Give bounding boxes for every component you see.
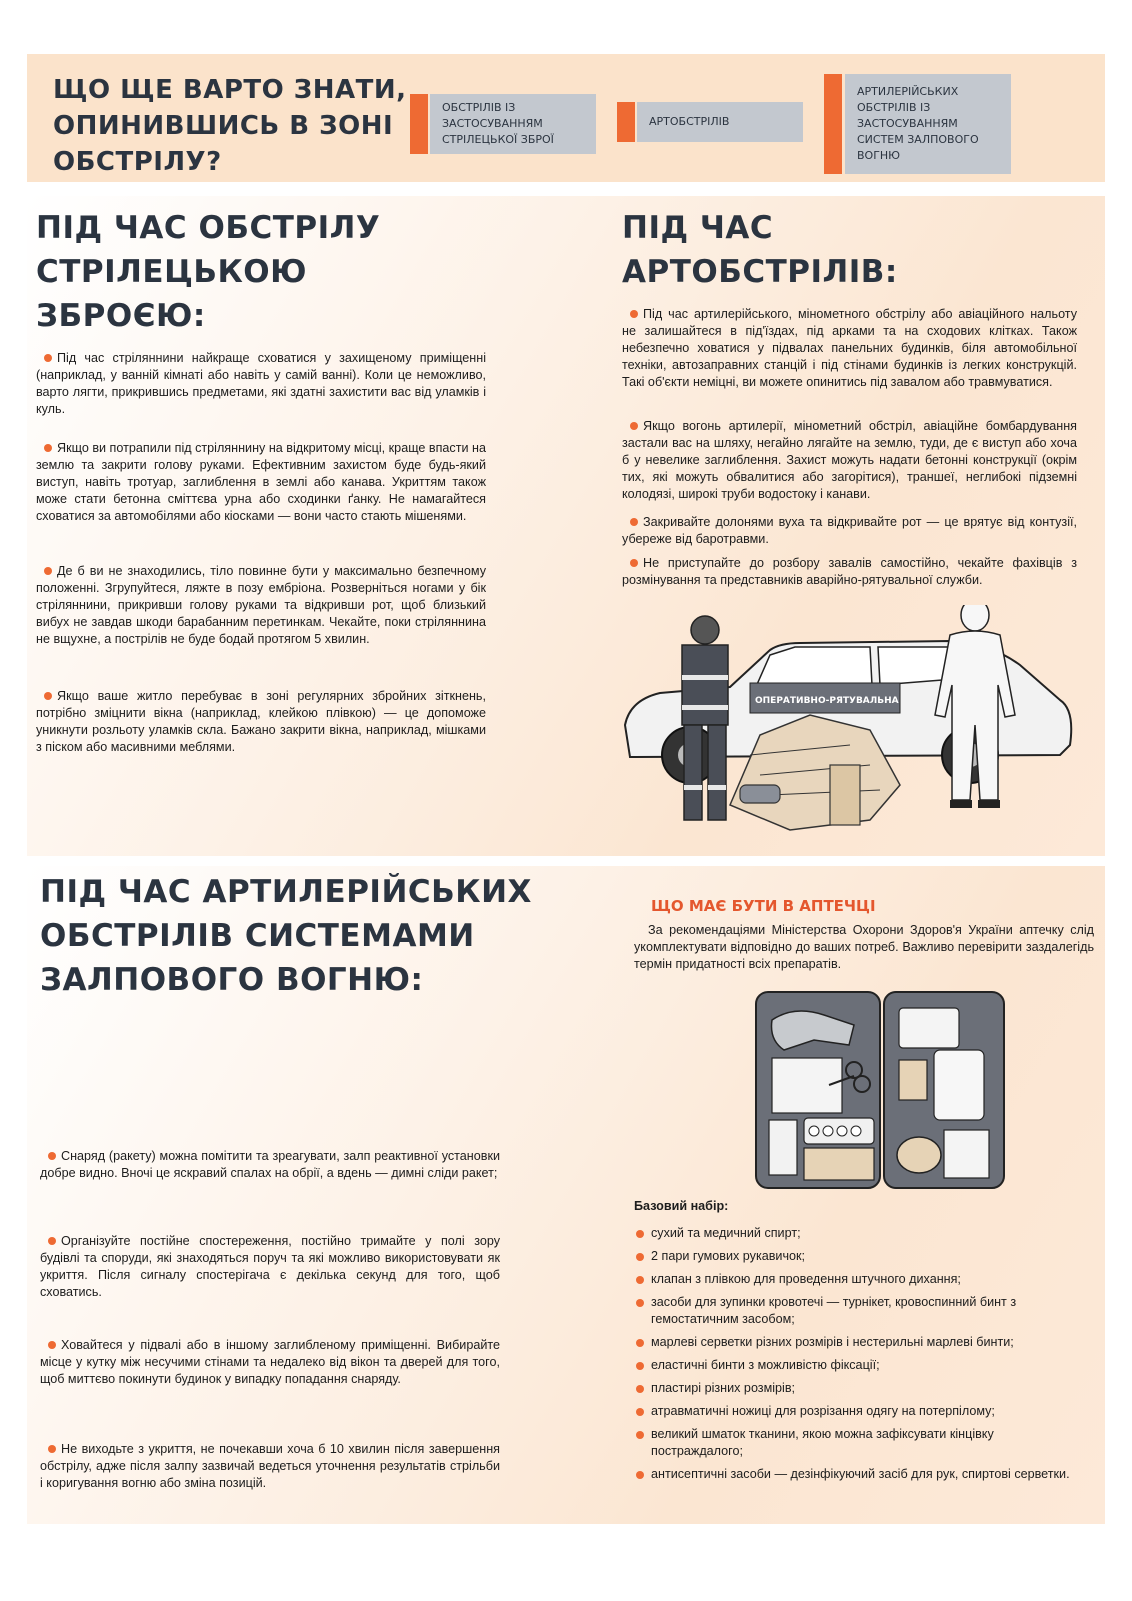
list-item: еластичні бинти з можливістю фіксації; [634, 1357, 1084, 1374]
artillery-title: ПІД ЧАС АРТОБСТРІЛІВ: [622, 210, 898, 290]
bullet-icon [630, 559, 638, 567]
list-item: пластирі різних розмірів; [634, 1380, 1084, 1397]
small-arms-paragraph: Під час стріляннини найкраще сховатися у захищеному приміщенні (наприклад, у ванній кімнаті або навіть у самій ванні). Коли це неможливо, варто лягти, прикрившись предметами, які здатні захистити вас від уламків і куль. [36, 351, 486, 416]
vehicle-label: ОПЕРАТИВНО-РЯТУВАЛЬНА [755, 696, 899, 706]
bullet-icon [44, 444, 52, 452]
artillery-paragraph: Не приступайте до розбору завалів самостійно, чекайте фахівців з розмінування та представників аварійно-рятувальної служби. [622, 556, 1077, 587]
header-banner [27, 54, 1105, 182]
mlrs-title: ПІД ЧАС АРТИЛЕРІЙСЬКИХ ОБСТРІЛІВ СИСТЕМАМИ ЗАЛПОВОГО ВОГНЮ: [40, 874, 532, 998]
list-item: марлеві серветки різних розмірів і нестерильні марлеві бинти; [634, 1334, 1084, 1351]
first-aid-list [634, 1225, 1084, 1489]
mlrs-paragraph: Ховайтеся у підвалі або в іншому заглибленому приміщенні. Вибирайте місце у кутку між несучими стінами та недалеко від вікон та дверей для того, щоб миттєво покинути будинок у випадку попадання снаряду. [40, 1338, 500, 1386]
tag-accent-bar [617, 102, 635, 142]
tag-accent-bar [824, 74, 842, 174]
page-title: ЩО ЩЕ ВАРТО ЗНАТИ, ОПИНИВШИСЬ В ЗОНІ ОБСТРІЛУ? [53, 75, 407, 177]
artillery-paragraph: Під час артилерійського, мінометного обстрілу або авіаційного нальоту не залишайтеся в під'їздах, під арками та на сходових клітках. Також небезпечно ховатися у підвалах панельних будинків, біля автомобільної техніки, автозаправних станцій і під стінами будинків із легких конструкцій. Такі об'єкти неміцні, ви можете опинитись під завалом або травмуватися. [622, 307, 1077, 389]
bullet-icon [44, 692, 52, 700]
tag-accent-bar [410, 94, 428, 154]
small-arms-paragraph: Якщо ваше житло перебуває в зоні регулярних збройних зіткнень, потрібно зміцнити вікна (наприклад, клейкою плівкою) — це допоможе уникнути розльоту уламків скла. Бажано закрити вікна, наприклад, мішками з піском або масивними меблями. [36, 689, 486, 754]
tag-artillery: АРТОБСТРІЛІВ [637, 102, 803, 142]
firefighter-figure [682, 616, 728, 820]
bullet-icon [44, 354, 52, 362]
list-item: великий шматок тканини, якою можна зафіксувати кінцівку постраждалого; [634, 1426, 1084, 1460]
bullet-icon [48, 1445, 56, 1453]
bullet-icon [48, 1341, 56, 1349]
mlrs-paragraph: Організуйте постійне спостереження, постійно тримайте у полі зору будівлі та споруди, які знаходяться поруч та які можливо використовувати як укриття. Після сигналу спостерігача є декілька секунд для того, щоб сховатись. [40, 1234, 500, 1299]
list-item: 2 пари гумових рукавичок; [634, 1248, 1084, 1265]
bullet-icon [630, 518, 638, 526]
small-arms-paragraph: Де б ви не знаходились, тіло повинне бути у максимально безпечному положенні. Згрупуйтеся, ляжте в позу ембріона. Розверніться ногами у бік стріляннини, прикривши голову руками та відкривши рот, щоб близький вибух не завдав шкоди барабанним перетинкам. Чекайте, поки стріляннина не вщухне, а пострілів не буде бодай протягом 5 хвилин. [36, 564, 486, 646]
small-arms-title: ПІД ЧАС ОБСТРІЛУ СТРІЛЕЦЬКОЮ ЗБРОЄЮ: [36, 210, 381, 334]
artillery-paragraph: Закривайте долонями вуха та відкривайте рот — це врятує від контузії, убереже від баротравми. [622, 515, 1077, 546]
first-aid-kit-illustration [754, 990, 1006, 1190]
first-aid-title: ЩО МАЄ БУТИ В АПТЕЧЦІ [651, 897, 876, 915]
mlrs-paragraph: Снаряд (ракету) можна помітити та зреагувати, залп реактивної установки добре видно. Вночі це яскравий спалах на обрії, а вдень — димні сліди ракет; [40, 1149, 500, 1180]
list-item: атравматичні ножиці для розрізання одягу на потерпілому; [634, 1403, 1084, 1420]
list-item: клапан з плівкою для проведення штучного дихання; [634, 1271, 1084, 1288]
first-aid-intro: За рекомендаціями Міністерства Охорони Здоров'я України аптечку слід укомплектувати відповідно до ваших потреб. Важливо перевірити заздалегідь термін придатності всіх препаратів. [634, 923, 1094, 971]
artillery-paragraph: Якщо вогонь артилерії, мінометний обстріл, авіаційне бомбардування застали вас на шляху, негайно лягайте на землю, туди, де є виступ або хоча б у невелике заглиблення. Захист можуть надати бетонні конструкції (окрім тих, які можуть обвалитися або загорітися), траншеї, неглибокі підземні колодязі, широкі труби водостоку і канави. [622, 419, 1077, 501]
rescue-scene-illustration [620, 605, 1080, 845]
basic-kit-label: Базовий набір: [634, 1199, 729, 1213]
list-item: сухий та медичний спирт; [634, 1225, 1084, 1242]
list-item: антисептичні засоби — дезінфікуючий засіб для рук, спиртові серветки. [634, 1466, 1084, 1483]
bullet-icon [630, 310, 638, 318]
mlrs-paragraph: Не виходьте з укриття, не почекавши хоча б 10 хвилин після завершення обстрілу, адже після залпу зазвичай ведеться уточнення результатів стрільби і коригування вогню або зміна позицій. [40, 1442, 500, 1490]
list-item: засоби для зупинки кровотечі — турнікет, кровоспинний бинт з гемостатичним засобом; [634, 1294, 1084, 1328]
bullet-icon [44, 567, 52, 575]
tag-small-arms: ОБСТРІЛІВ ІЗ ЗАСТОСУВАННЯМ СТРІЛЕЦЬКОЇ ЗБРОЇ [430, 94, 596, 154]
tag-mlrs: АРТИЛЕРІЙСЬКИХ ОБСТРІЛІВ ІЗ ЗАСТОСУВАННЯМ СИСТЕМ ЗАЛПОВОГО ВОГНЮ [845, 74, 1011, 174]
bullet-icon [630, 422, 638, 430]
small-arms-paragraph: Якщо ви потрапили під стріляннину на відкритому місці, краще впасти на землю та закрити голову руками. Ефективним захистом буде будь-який виступ, навіть тротуар, заглиблення в землі або канава. Укриттям також може стати бетонна сміттєва урна або сходинки ґанку. Не намагайтеся сховатися за автомобілями або кіосками — вони часто стають мішенями. [36, 441, 486, 523]
bullet-icon [48, 1152, 56, 1160]
bullet-icon [48, 1237, 56, 1245]
